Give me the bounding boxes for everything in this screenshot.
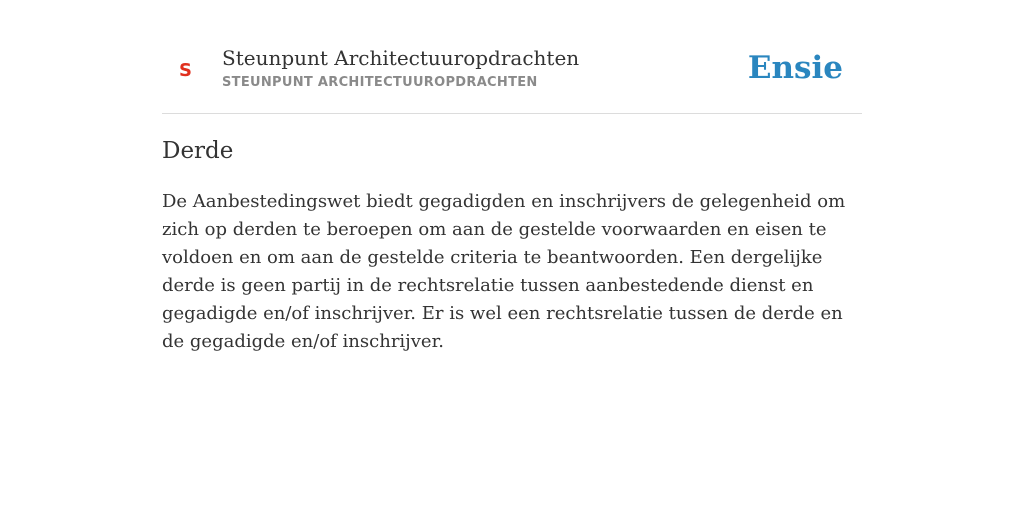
page (162, 0, 862, 356)
article-title: Derde (162, 138, 234, 164)
org-logo[interactable]: S (179, 60, 192, 81)
org-subtitle: STEUNPUNT ARCHITECTUUROPDRACHTEN (222, 75, 538, 90)
article-body: De Aanbestedingswet biedt gegadigden en inschrijvers de gelegenheid om zich op derden te beroepen om aan de gestelde voorwaarden en eisen te voldoen en om aan de gestelde criteria te beantwoorden. Een dergelijke derde is geen partij in de rechtsrelatie tussen aanbestedende dienst en gegadigde en/of inschrijver. Er is wel een rechtsrelatie tussen de derde en de gegadigde en/of inschrijver. (162, 191, 846, 352)
org-name-link[interactable]: Steunpunt Architectuuropdrachten (222, 46, 580, 70)
ensie-logo-link[interactable]: Ensie (747, 50, 843, 86)
header (162, 44, 862, 114)
